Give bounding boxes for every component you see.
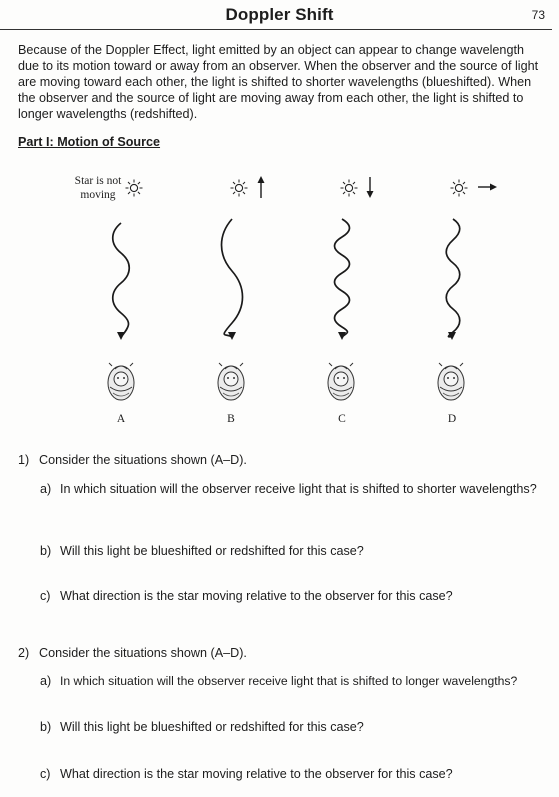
situation-label-c: C (338, 413, 346, 425)
star-note-line2: moving (80, 189, 116, 201)
star-icon (341, 180, 358, 197)
diagram-graphics (0, 165, 559, 435)
situation-label-b: B (227, 413, 235, 425)
observer-icon (108, 363, 134, 400)
page-number: 73 (531, 8, 545, 22)
situation-a-graphic (108, 180, 143, 401)
observer-icon (328, 363, 354, 400)
wave-arrowhead-icon (117, 332, 125, 340)
down-arrow-icon (367, 177, 374, 198)
sub-question-letter: a) (40, 482, 52, 496)
sub-question-letter: a) (40, 674, 52, 688)
wave-arrowhead-icon (338, 332, 346, 340)
star-icon (126, 180, 143, 197)
star-note-line1: Star is not (74, 175, 122, 187)
observer-icon (218, 363, 244, 400)
observer-icon (438, 363, 464, 400)
intro-paragraph: Because of the Doppler Effect, light emitted by an object can appear to change wavelength due to its motion toward or away from an observer. When the observer and the source of light are moving toward each other, the light is shifted to shorter wavelengths (blueshifted). When the observer and the source of light are moving away from each other, the light is shifted to longer wavelengths (redshifted). (18, 43, 539, 121)
sub-question-text: In which situation will the observer receive light that is shifted to shorter wavelengths? (60, 482, 537, 496)
sub-question-letter: b) (40, 544, 52, 558)
up-arrow-icon (258, 176, 265, 198)
sub-question-text: Will this light be blueshifted or redshifted for this case? (60, 544, 364, 558)
light-wave-d (446, 219, 460, 337)
light-wave-b (222, 219, 243, 337)
sub-question-letter: c) (40, 767, 51, 781)
section-heading-part1: Part I: Motion of Source (18, 135, 161, 149)
situation-c-graphic (328, 177, 374, 400)
situation-d-graphic (438, 180, 497, 401)
light-wave-a (113, 223, 130, 337)
sub-question-letter: b) (40, 720, 52, 734)
sub-question-text: In which situation will the observer receive light that is shifted to longer wavelengths? (60, 674, 518, 688)
question-number: 2) (18, 646, 30, 660)
question-number: 1) (18, 453, 30, 467)
right-arrow-icon (478, 184, 497, 191)
question-text: Consider the situations shown (A–D). (39, 646, 247, 660)
situation-label-d: D (447, 413, 457, 425)
sub-question-text: What direction is the star moving relative to the observer for this case? (60, 589, 453, 603)
doppler-diagram (0, 165, 559, 435)
situation-b-graphic (218, 176, 265, 400)
light-wave-c (335, 219, 350, 337)
sub-question-letter: c) (40, 589, 51, 603)
sub-question-text: Will this light be blueshifted or redshifted for this case? (60, 720, 364, 734)
title-rule (0, 29, 552, 30)
sub-question-text: What direction is the star moving relative to the observer for this case? (60, 767, 453, 781)
star-icon (231, 180, 248, 197)
question-text: Consider the situations shown (A–D). (39, 453, 247, 467)
star-icon (451, 180, 468, 197)
situation-label-a: A (116, 413, 126, 425)
page-title: Doppler Shift (225, 5, 334, 24)
